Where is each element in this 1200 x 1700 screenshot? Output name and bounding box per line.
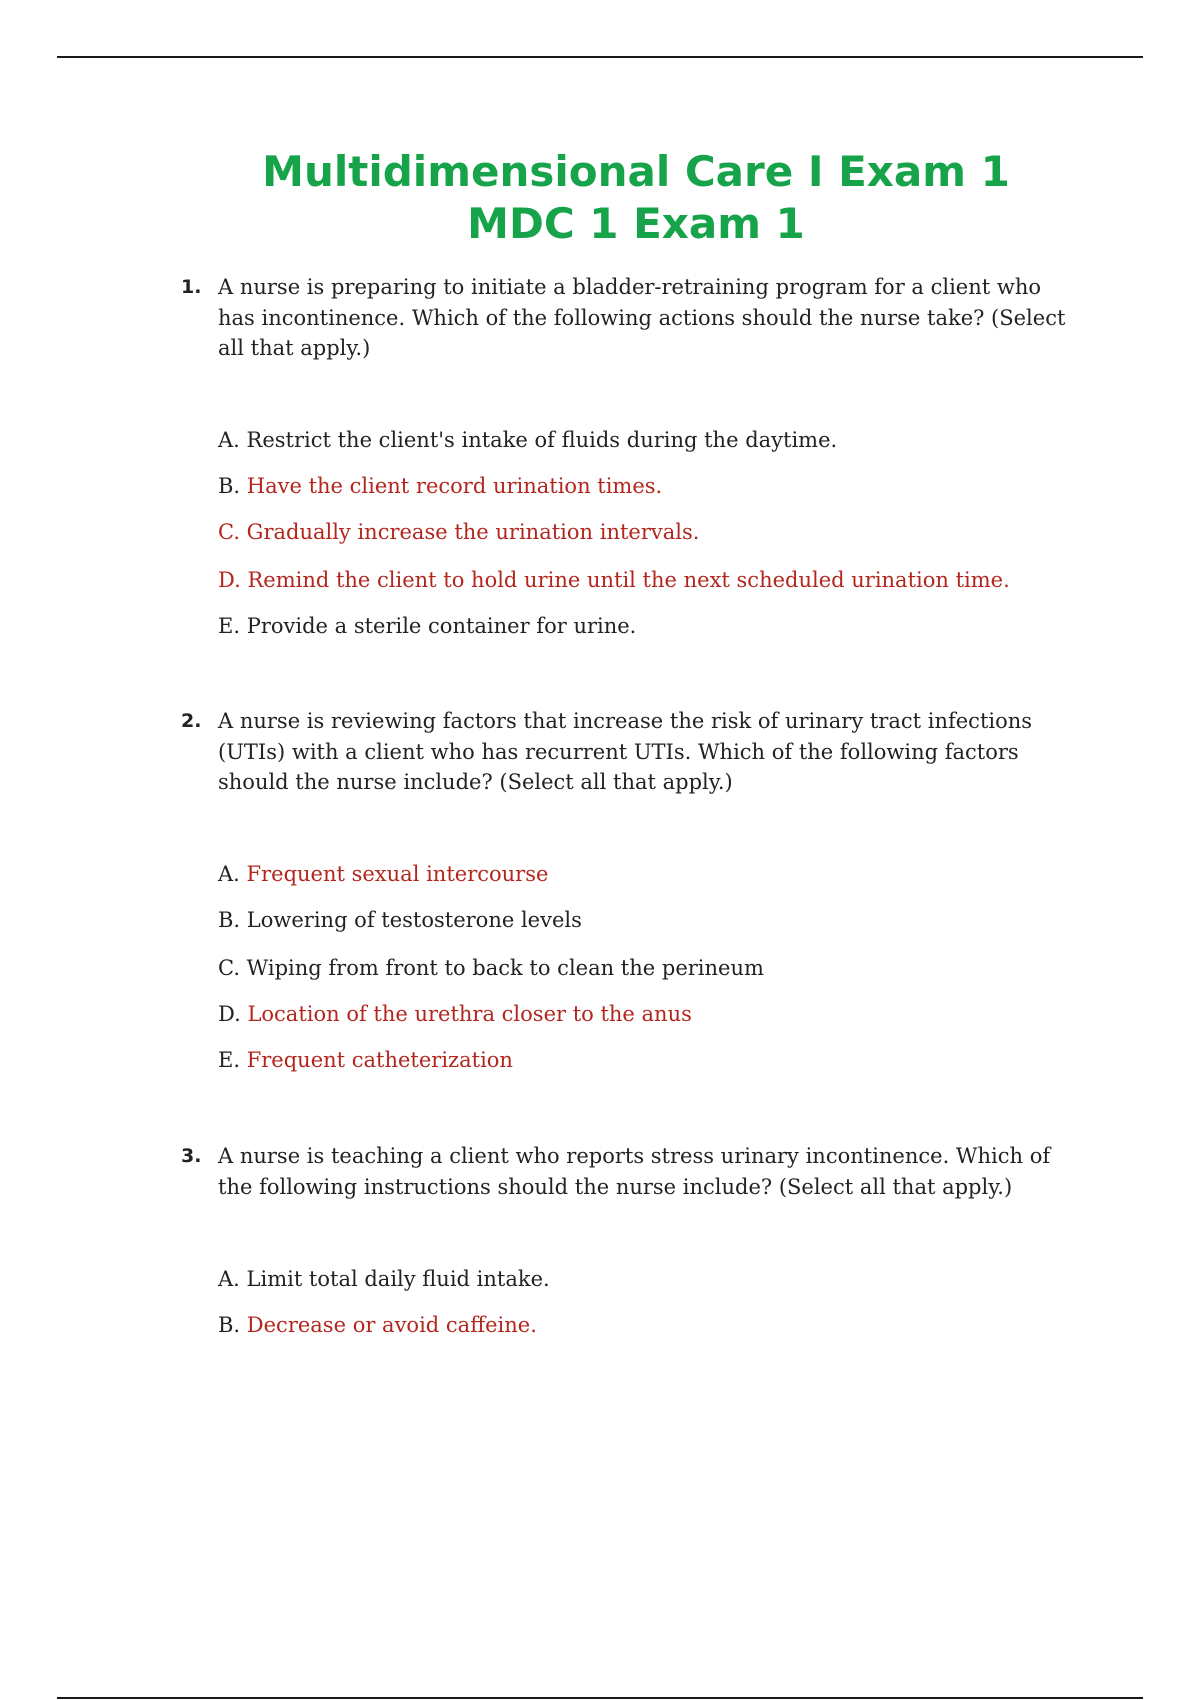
option-c — [218, 953, 1118, 983]
bottom-rule — [57, 1697, 1143, 1699]
question-text: A nurse is reviewing factors that increase the risk of urinary tract infections (UTIs) with a client who has recurrent UTIs. Which of the following factors should the nurse include? (Select all that apply.) — [218, 709, 1033, 794]
question-number: 3. — [181, 1145, 202, 1167]
option-text: Frequent catheterization — [246, 1048, 513, 1072]
option-a — [218, 859, 1118, 889]
option-text: Wiping from front to back to clean the perineum — [246, 956, 764, 980]
option-c — [218, 517, 1118, 547]
option-letter: D. — [218, 568, 248, 592]
option-text: Frequent sexual intercourse — [246, 862, 549, 886]
option-b — [218, 1310, 1118, 1340]
option-b — [218, 471, 1118, 501]
option-text: Provide a sterile container for urine. — [246, 614, 637, 638]
option-letter: C. — [218, 956, 247, 980]
option-letter: C. — [218, 520, 247, 544]
question-number: 2. — [181, 710, 202, 732]
question-number: 1. — [181, 276, 202, 298]
option-letter: E. — [218, 614, 247, 638]
option-a — [218, 425, 1118, 455]
option-letter: D. — [218, 1002, 248, 1026]
option-text: Location of the urethra closer to the anus — [247, 1002, 692, 1026]
option-text: Restrict the client's intake of fluids during the daytime. — [246, 428, 838, 452]
option-letter: A. — [218, 862, 247, 886]
option-e — [218, 611, 1118, 641]
question-text: A nurse is preparing to initiate a bladder-retraining program for a client who has incontinence. Which of the following actions should the nurse take? (Select all that apply.) — [218, 275, 1066, 360]
option-d — [218, 565, 1118, 595]
option-text: Limit total daily fluid intake. — [246, 1267, 550, 1291]
option-text: Remind the client to hold urine until the next scheduled urination time. — [247, 568, 1010, 592]
top-rule — [57, 56, 1143, 58]
option-d — [218, 999, 1118, 1029]
option-b — [218, 905, 1118, 935]
document-title — [0, 146, 1200, 250]
option-a — [218, 1264, 1118, 1294]
option-letter: E. — [218, 1048, 247, 1072]
option-letter: A. — [218, 1267, 247, 1291]
option-letter: B. — [218, 908, 247, 932]
option-letter: B. — [218, 1313, 247, 1337]
title-line-1: Multidimensional Care I Exam 1 — [262, 147, 1010, 196]
title-line-2: MDC 1 Exam 1 — [467, 199, 805, 248]
option-letter: B. — [218, 474, 247, 498]
option-letter: A. — [218, 428, 247, 452]
question-text: A nurse is teaching a client who reports stress urinary incontinence. Which of the following instructions should the nurse include? (Select all that apply.) — [218, 1144, 1051, 1199]
option-text: Lowering of testosterone levels — [246, 908, 582, 932]
option-text: Gradually increase the urination intervals. — [246, 520, 700, 544]
option-text: Have the client record urination times. — [246, 474, 663, 498]
option-e — [218, 1045, 1118, 1075]
option-text: Decrease or avoid caffeine. — [246, 1313, 537, 1337]
